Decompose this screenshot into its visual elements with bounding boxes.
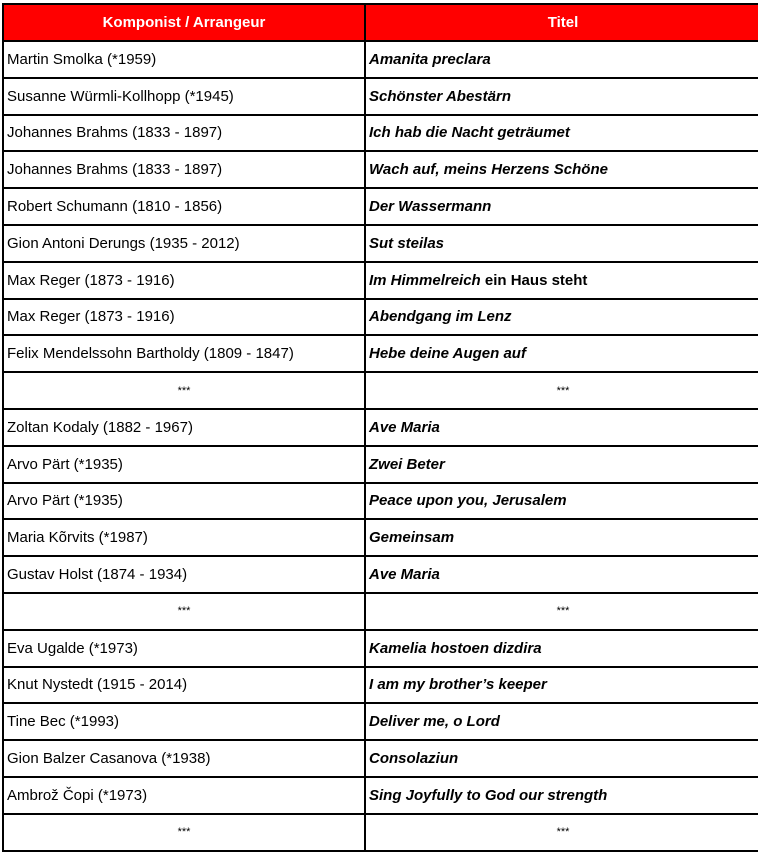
composer-column-header: Komponist / Arrangeur xyxy=(3,4,365,41)
composer-cell: Robert Schumann (1810 - 1856) xyxy=(3,188,365,225)
table-row xyxy=(3,483,758,520)
title-cell: Ave Maria xyxy=(365,409,758,446)
table-row xyxy=(3,630,758,667)
separator-mark: *** xyxy=(3,593,365,630)
title-cell: Peace upon you, Jerusalem xyxy=(365,483,758,520)
title-cell: Kamelia hostoen dizdira xyxy=(365,630,758,667)
title-cell: Consolaziun xyxy=(365,740,758,777)
table-row xyxy=(3,777,758,814)
table-row xyxy=(3,262,758,299)
table-row xyxy=(3,667,758,704)
composer-cell: Arvo Pärt (*1935) xyxy=(3,483,365,520)
separator-row xyxy=(3,593,758,630)
table-body xyxy=(3,41,758,851)
title-cell: Deliver me, o Lord xyxy=(365,703,758,740)
separator-mark: *** xyxy=(365,372,758,409)
composer-cell: Susanne Würmli-Kollhopp (*1945) xyxy=(3,78,365,115)
separator-mark: *** xyxy=(3,372,365,409)
composer-cell: Gustav Holst (1874 - 1934) xyxy=(3,556,365,593)
title-cell: Ich hab die Nacht geträumet xyxy=(365,115,758,152)
composer-cell: Johannes Brahms (1833 - 1897) xyxy=(3,115,365,152)
composer-cell: Knut Nystedt (1915 - 2014) xyxy=(3,667,365,704)
title-cell: Sut steilas xyxy=(365,225,758,262)
header-row xyxy=(3,4,758,41)
title-cell xyxy=(365,262,758,299)
table-row xyxy=(3,78,758,115)
separator-row xyxy=(3,372,758,409)
title-cell: Ave Maria xyxy=(365,556,758,593)
composer-cell: Max Reger (1873 - 1916) xyxy=(3,299,365,336)
title-cell: Sing Joyfully to God our strength xyxy=(365,777,758,814)
table-row xyxy=(3,188,758,225)
title-cell: Abendgang im Lenz xyxy=(365,299,758,336)
separator-row xyxy=(3,814,758,851)
table-row xyxy=(3,115,758,152)
table-header xyxy=(3,4,758,41)
program-table xyxy=(2,3,758,852)
table-row xyxy=(3,335,758,372)
title-cell: Amanita preclara xyxy=(365,41,758,78)
composer-cell: Johannes Brahms (1833 - 1897) xyxy=(3,151,365,188)
table-row xyxy=(3,299,758,336)
composer-cell: Maria Kõrvits (*1987) xyxy=(3,519,365,556)
composer-cell: Zoltan Kodaly (1882 - 1967) xyxy=(3,409,365,446)
title-cell: Hebe deine Augen auf xyxy=(365,335,758,372)
table-row xyxy=(3,703,758,740)
composer-cell: Max Reger (1873 - 1916) xyxy=(3,262,365,299)
table-row xyxy=(3,41,758,78)
composer-cell: Felix Mendelssohn Bartholdy (1809 - 1847) xyxy=(3,335,365,372)
title-rest: ein Haus steht xyxy=(480,271,588,289)
separator-mark: *** xyxy=(3,814,365,851)
table-row xyxy=(3,225,758,262)
title-cell: Schönster Abestärn xyxy=(365,78,758,115)
composer-cell: Tine Bec (*1993) xyxy=(3,703,365,740)
title-main: Im Himmelreich xyxy=(369,271,481,289)
title-cell: Zwei Beter xyxy=(365,446,758,483)
title-cell: Wach auf, meins Herzens Schöne xyxy=(365,151,758,188)
table-row xyxy=(3,446,758,483)
composer-cell: Martin Smolka (*1959) xyxy=(3,41,365,78)
table-row xyxy=(3,556,758,593)
composer-cell: Eva Ugalde (*1973) xyxy=(3,630,365,667)
table-row xyxy=(3,409,758,446)
composer-cell: Ambrož Čopi (*1973) xyxy=(3,777,365,814)
table-row xyxy=(3,740,758,777)
composer-cell: Gion Balzer Casanova (*1938) xyxy=(3,740,365,777)
composer-cell: Gion Antoni Derungs (1935 - 2012) xyxy=(3,225,365,262)
title-column-header: Titel xyxy=(365,4,758,41)
separator-mark: *** xyxy=(365,814,758,851)
title-cell: Gemeinsam xyxy=(365,519,758,556)
composer-cell: Arvo Pärt (*1935) xyxy=(3,446,365,483)
separator-mark: *** xyxy=(365,593,758,630)
table-row xyxy=(3,519,758,556)
title-cell: I am my brother’s keeper xyxy=(365,667,758,704)
table-row xyxy=(3,151,758,188)
title-cell: Der Wassermann xyxy=(365,188,758,225)
